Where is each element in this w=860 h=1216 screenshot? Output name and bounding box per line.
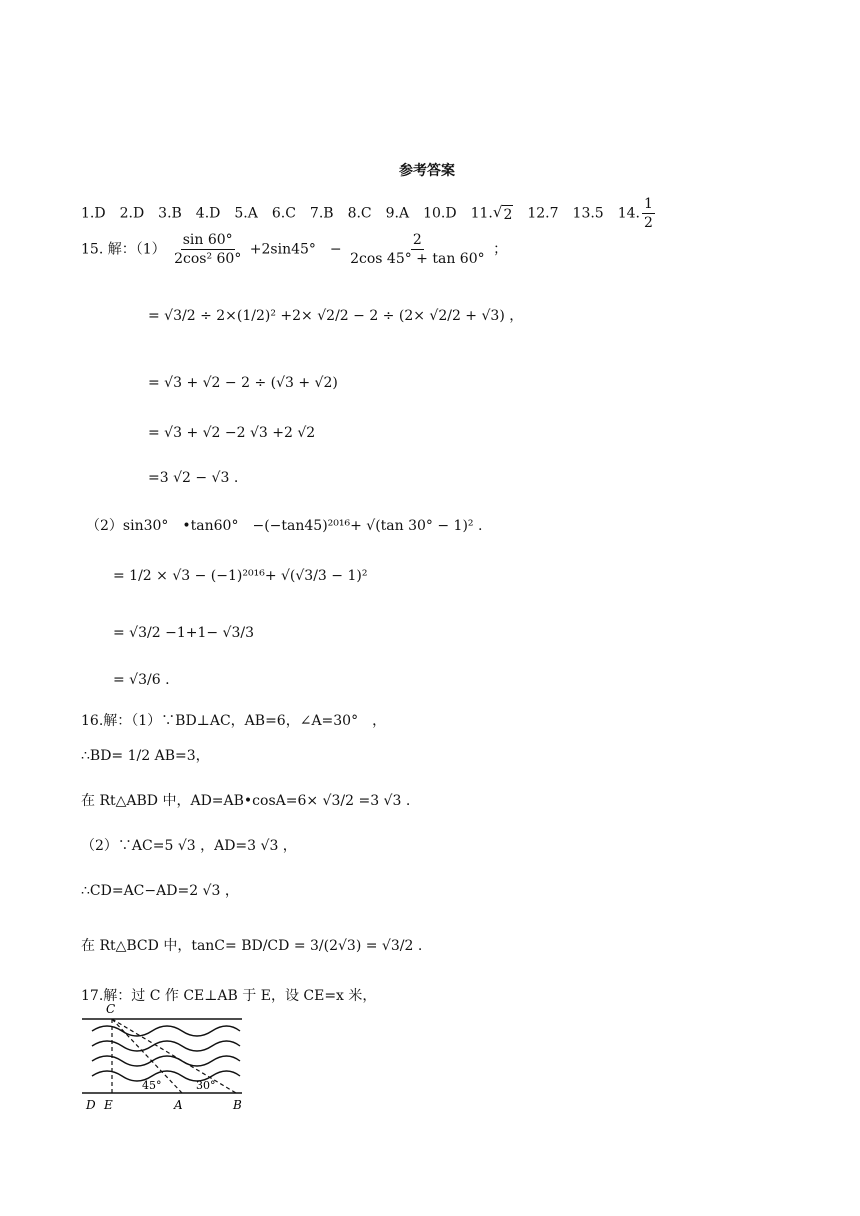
sight-lines <box>112 1019 236 1093</box>
denominator: 2 <box>643 215 653 231</box>
q15-step3: = √3 + √2 − 2 ÷ (√3 + √2) <box>148 375 338 391</box>
fraction <box>172 232 243 267</box>
q16-line5: ∴CD=AC−AD=2 √3 ， <box>81 883 239 899</box>
q16-line1: 16.解：（1）∵BD⊥AC，AB=6，∠A=30° ， <box>81 713 387 729</box>
label-d: D <box>86 1098 96 1112</box>
sqrt: √ 2 <box>492 202 513 223</box>
q15-part2-step2: = 1/2 × √3 − (−1)²⁰¹⁶+ √(√3/3 − 1)² <box>113 568 368 584</box>
q15-part2-step4: = √3/6 . <box>113 672 170 688</box>
q15-part2-step3: = √3/2 −1+1− √3/3 <box>113 625 254 641</box>
q16-line3: 在 Rt△ABD 中，AD=AB•cosA=6× √3/2 =3 √3 . <box>81 793 411 809</box>
q15-part1 <box>81 232 507 267</box>
q15-mid: +2sin45° − <box>249 241 342 258</box>
fraction <box>642 196 655 231</box>
label-e: E <box>104 1098 113 1112</box>
numerator: 2 <box>412 232 422 248</box>
radicand: 2 <box>503 206 513 223</box>
q15-step2: = √3/2 ÷ 2×(1/2)² +2× √2/2 − 2 ÷ (2× √2/2 + √3) ， <box>148 308 524 324</box>
label-c: C <box>106 1002 116 1016</box>
q17-line1: 17.解：过 C 作 CE⊥AB 于 E，设 CE=x 米， <box>81 988 377 1004</box>
choice-answers <box>81 196 657 231</box>
river-diagram <box>78 1001 246 1117</box>
q15-part2: （2）sin30° •tan60° −(−tan45)²⁰¹⁶+ √(tan 30° − 1)² . <box>86 518 483 534</box>
q16-line2: ∴BD= 1/2 AB=3， <box>81 748 210 764</box>
q15-step5: =3 √2 − √3 . <box>148 470 239 486</box>
label-b: B <box>233 1098 242 1112</box>
q15-prefix: 15. 解：（1） <box>81 241 166 258</box>
fraction <box>348 232 487 267</box>
q16-line4: （2）∵AC=5 √3 ，AD=3 √3 ， <box>81 838 297 854</box>
label-a: A <box>174 1098 183 1112</box>
page-title: 参考答案 <box>399 163 455 179</box>
angle-30: 30° <box>196 1079 216 1092</box>
answers-text: 1.D 2.D 3.B 4.D 5.A 6.C 7.B 8.C 9.A 10.D 11. <box>81 205 493 222</box>
q16-line6: 在 Rt△BCD 中，tanC= BD/CD = 3/(2√3) = √3/2 . <box>81 938 423 954</box>
numerator: sin 60° <box>182 232 233 248</box>
answers-rest: 12.7 13.5 14. <box>513 205 640 222</box>
waves <box>92 1026 240 1081</box>
q15-step4: = √3 + √2 −2 √3 +2 √2 <box>148 425 316 441</box>
denominator: 2cos 45° + tan 60° <box>350 251 485 267</box>
numerator: 1 <box>643 196 653 212</box>
denominator: 2cos² 60° <box>174 251 242 267</box>
angle-45: 45° <box>142 1079 162 1092</box>
q15-end: ； <box>493 241 508 258</box>
